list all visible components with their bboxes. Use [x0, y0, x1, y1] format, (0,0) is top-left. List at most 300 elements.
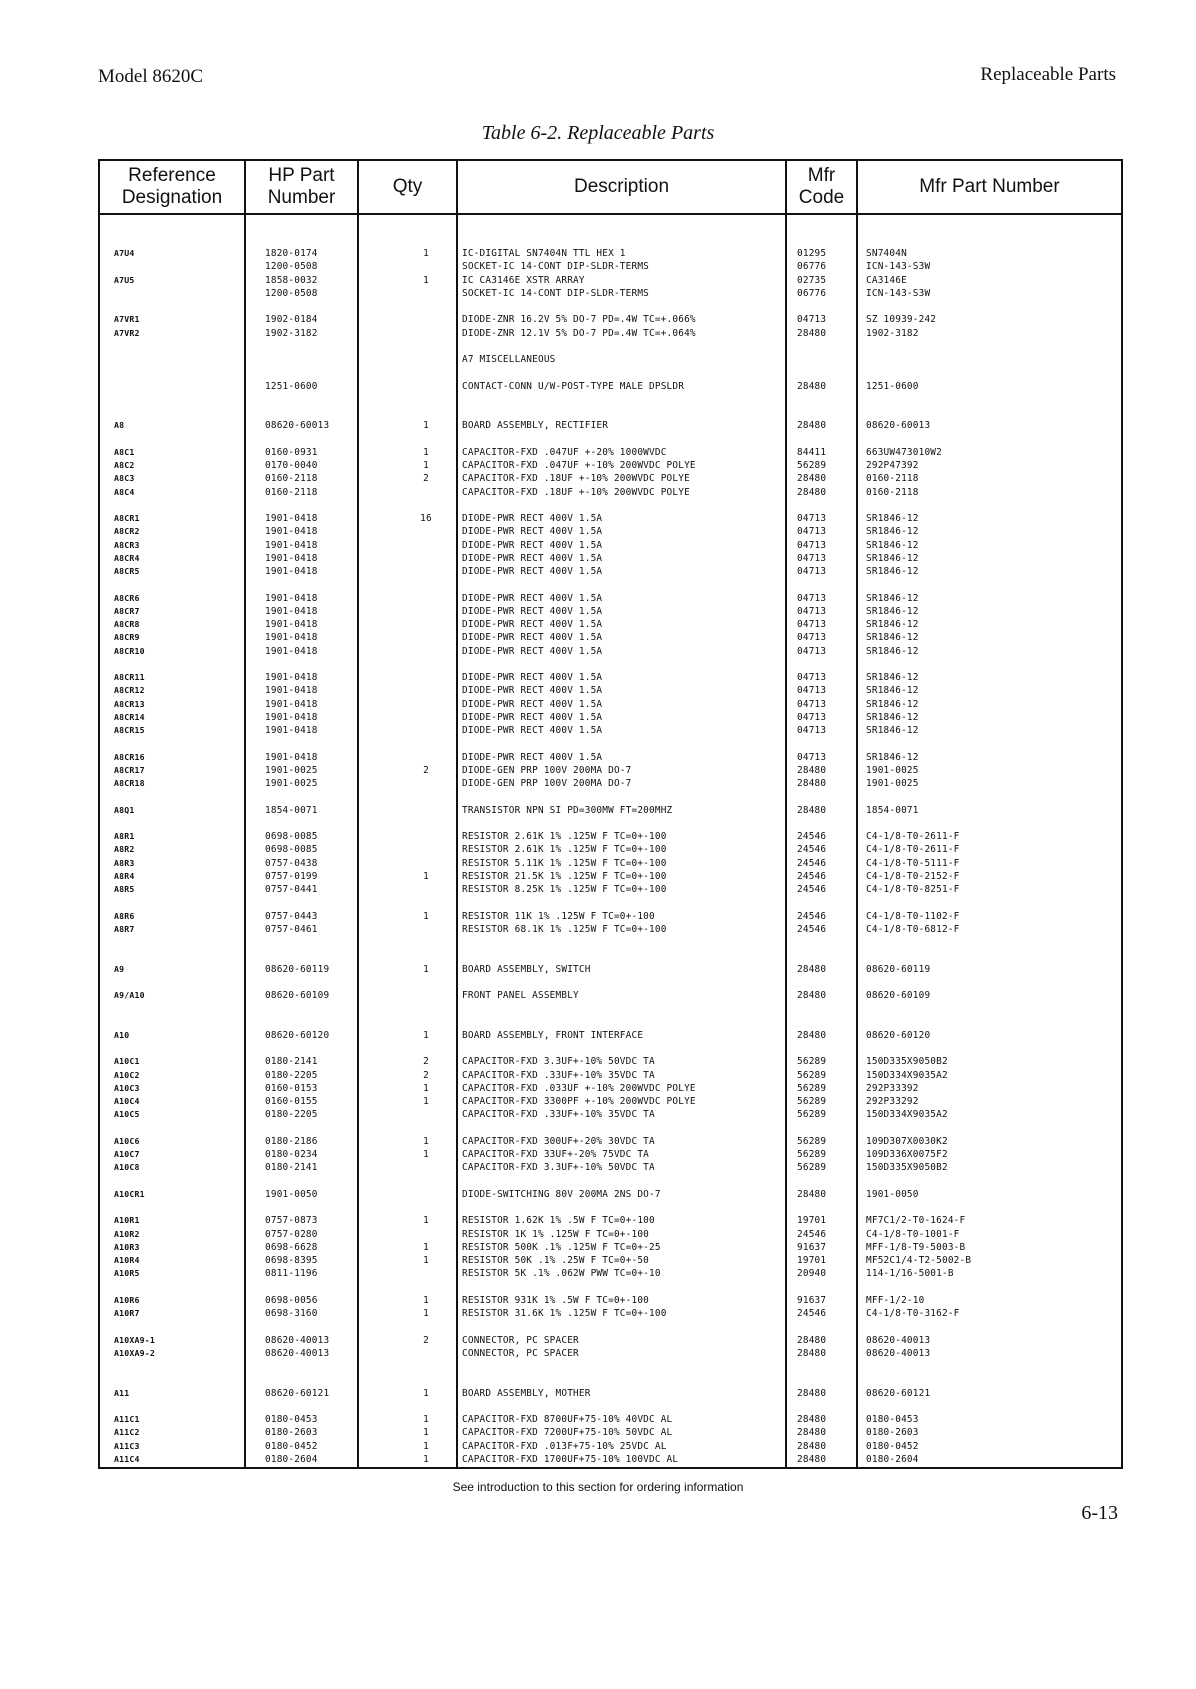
description-cell: SOCKET-IC 14-CONT DIP-SLDR-TERMS: [462, 287, 650, 299]
description-cell: SOCKET-IC 14-CONT DIP-SLDR-TERMS: [462, 261, 650, 273]
hp-part-cell: 0160-2118: [265, 473, 318, 485]
qty-cell: 1: [423, 248, 429, 259]
table-row: [100, 1267, 1121, 1280]
hp-part-cell: 08620-60121: [265, 1387, 330, 1399]
qty-cell: 1: [423, 1241, 429, 1253]
row-spacer: [100, 976, 1121, 989]
reference-cell: A8C1: [114, 446, 135, 457]
qty-cell: 1: [423, 1427, 429, 1439]
description-cell: DIODE-SWITCHING 80V 200MA 2NS DO-7: [462, 1188, 661, 1200]
description-cell: DIODE-PWR RECT 400V 1.5A: [462, 698, 603, 710]
table-row: [100, 605, 1121, 618]
table-row: [100, 472, 1121, 485]
reference-cell: A8Q1: [114, 804, 135, 815]
table-row: [100, 1135, 1121, 1148]
table-row: [100, 552, 1121, 565]
mfr-code-cell: 28480: [797, 420, 827, 432]
hp-part-cell: 0757-0461: [265, 923, 318, 935]
table-row: [100, 446, 1121, 459]
mfr-code-cell: 04713: [797, 566, 827, 577]
mfr-part-cell: 1901-0025: [866, 778, 919, 789]
reference-cell: A8CR4: [114, 552, 140, 563]
mfr-part-cell: SR1846-12: [866, 552, 919, 564]
description-cell: DIODE-PWR RECT 400V 1.5A: [462, 619, 603, 630]
reference-cell: A8R2: [114, 844, 135, 855]
hp-part-cell: 0180-0234: [265, 1149, 318, 1160]
hp-part-cell: 0170-0040: [265, 460, 318, 471]
description-cell: RESISTOR 50K .1% .25W F TC=0+-50: [462, 1255, 650, 1266]
mfr-code-cell: 04713: [797, 539, 827, 551]
row-spacer: [100, 1373, 1121, 1386]
mfr-code-cell: 91637: [797, 1294, 827, 1306]
mfr-code-cell: 19701: [797, 1255, 827, 1266]
mfr-code-cell: 24546: [797, 870, 827, 882]
hp-part-cell: 1858-0032: [265, 274, 318, 286]
mfr-part-cell: 1854-0071: [866, 804, 919, 816]
row-spacer: [100, 1360, 1121, 1373]
mfr-code-cell: 91637: [797, 1241, 827, 1253]
mfr-part-cell: 150D334X9035A2: [866, 1109, 948, 1121]
mfr-part-cell: MFF-1/8-T9-5003-B: [866, 1241, 966, 1253]
qty-cell: 1: [423, 1414, 429, 1425]
table-row: [100, 1188, 1121, 1201]
reference-cell: A11C4: [114, 1453, 140, 1464]
mfr-part-cell: 08620-60109: [866, 990, 931, 1001]
mfr-code-cell: 24546: [797, 844, 827, 856]
qty-cell: 2: [423, 764, 429, 776]
mfr-code-cell: 04713: [797, 751, 827, 763]
mfr-code-cell: 04713: [797, 685, 827, 697]
row-spacer: [100, 817, 1121, 830]
mfr-part-cell: SR1846-12: [866, 605, 919, 617]
mfr-part-cell: SR1846-12: [866, 619, 919, 630]
mfr-part-cell: 1251-0600: [866, 380, 919, 392]
reference-cell: A8CR7: [114, 605, 140, 616]
mfr-code-cell: 04713: [797, 592, 827, 604]
mfr-code-cell: 24546: [797, 923, 827, 935]
reference-cell: A8CR15: [114, 725, 145, 735]
mfr-part-cell: CA3146E: [866, 274, 907, 286]
table-row: [100, 287, 1121, 300]
mfr-code-cell: 28480: [797, 1334, 827, 1346]
mfr-part-cell: SR1846-12: [866, 672, 919, 683]
mfr-code-cell: 04713: [797, 619, 827, 630]
mfr-part-cell: 292P33392: [866, 1082, 919, 1094]
hp-part-cell: 0160-0931: [265, 446, 318, 458]
mfr-code-cell: 84411: [797, 446, 827, 458]
model-header: Model 8620C: [98, 66, 204, 87]
table-row: [100, 857, 1121, 870]
hp-part-cell: 0180-2186: [265, 1135, 318, 1147]
description-cell: CAPACITOR-FXD .047UF +-10% 200WVDC POLYE: [462, 460, 696, 471]
table-row: [100, 698, 1121, 711]
header-divider: [100, 213, 1121, 215]
qty-cell: 1: [423, 420, 429, 432]
table-row: [100, 1241, 1121, 1254]
description-cell: DIODE-PWR RECT 400V 1.5A: [462, 632, 603, 644]
mfr-part-cell: 109D307X0030K2: [866, 1135, 948, 1147]
mfr-part-cell: ICN-143-S3W: [866, 261, 931, 273]
qty-cell: 1: [423, 274, 429, 286]
row-spacer: [100, 499, 1121, 512]
table-row: [100, 1334, 1121, 1347]
table-row: [100, 1148, 1121, 1161]
hp-part-cell: 08620-40013: [265, 1347, 330, 1359]
qty-cell: 16: [420, 513, 432, 524]
hp-part-cell: 1854-0071: [265, 804, 318, 816]
hp-part-cell: 1901-0418: [265, 645, 318, 657]
reference-cell: A10R6: [114, 1294, 140, 1305]
table-row: [100, 260, 1121, 273]
mfr-code-cell: 04713: [797, 513, 827, 524]
mfr-code-cell: 04713: [797, 672, 827, 683]
reference-cell: A10R1: [114, 1215, 140, 1226]
description-cell: CONNECTOR, PC SPACER: [462, 1334, 579, 1346]
hp-part-cell: 0757-0280: [265, 1228, 318, 1240]
reference-cell: A11C1: [114, 1414, 140, 1424]
mfr-part-cell: SR1846-12: [866, 698, 919, 710]
table-row: [100, 1413, 1121, 1426]
reference-cell: A10C1: [114, 1056, 140, 1067]
reference-cell: A10R7: [114, 1308, 140, 1318]
hp-part-cell: 0180-2141: [265, 1162, 318, 1174]
hp-part-cell: 0698-3160: [265, 1308, 318, 1319]
hp-part-cell: 08620-60120: [265, 1029, 330, 1041]
hp-part-cell: 08620-60109: [265, 990, 330, 1001]
mfr-part-cell: 109D336X0075F2: [866, 1149, 948, 1160]
mfr-part-cell: 0180-0453: [866, 1414, 919, 1425]
qty-cell: 2: [423, 1069, 429, 1081]
hp-part-cell: 1901-0418: [265, 725, 318, 736]
row-spacer: [100, 1201, 1121, 1214]
mfr-part-cell: MF7C1/2-T0-1624-F: [866, 1215, 966, 1227]
table-row: [100, 764, 1121, 777]
description-cell: CAPACITOR-FXD .18UF +-10% 200WVDC POLYE: [462, 486, 690, 498]
table-row: [100, 963, 1121, 976]
reference-cell: A8: [114, 420, 125, 431]
mfr-part-cell: 0160-2118: [866, 473, 919, 485]
row-spacer: [100, 658, 1121, 671]
mfr-code-cell: 56289: [797, 1149, 827, 1160]
row-spacer: [100, 406, 1121, 419]
table-row: [100, 274, 1121, 287]
description-cell: DIODE-PWR RECT 400V 1.5A: [462, 685, 603, 697]
mfr-code-cell: 04713: [797, 711, 827, 723]
mfr-code-cell: 24546: [797, 857, 827, 869]
mfr-code-cell: 04713: [797, 605, 827, 617]
mfr-code-cell: 02735: [797, 274, 827, 286]
reference-cell: A8CR18: [114, 778, 145, 788]
table-row: [100, 830, 1121, 843]
description-cell: DIODE-PWR RECT 400V 1.5A: [462, 645, 603, 657]
hp-part-cell: 1200-0508: [265, 261, 318, 273]
mfr-part-cell: SR1846-12: [866, 751, 919, 763]
table-row: [100, 751, 1121, 764]
qty-cell: 1: [423, 963, 429, 975]
row-spacer: [100, 949, 1121, 962]
hp-part-cell: 0180-2205: [265, 1109, 318, 1121]
mfr-part-cell: C4-1/8-T0-3162-F: [866, 1308, 960, 1319]
column-header-mfr-code: Mfr Code: [798, 165, 845, 208]
mfr-code-cell: 56289: [797, 460, 827, 471]
description-cell: CAPACITOR-FXD .33UF+-10% 35VDC TA: [462, 1069, 655, 1081]
table-row: [100, 711, 1121, 724]
description-cell: DIODE-PWR RECT 400V 1.5A: [462, 605, 603, 617]
reference-cell: A11: [114, 1387, 130, 1398]
mfr-part-cell: SR1846-12: [866, 711, 919, 723]
table-row: [100, 1082, 1121, 1095]
reference-cell: A9: [114, 963, 125, 974]
table-row: [100, 1254, 1121, 1267]
mfr-part-cell: 1901-0025: [866, 764, 919, 776]
reference-cell: A10C8: [114, 1162, 140, 1173]
mfr-part-cell: 08620-60120: [866, 1029, 931, 1041]
mfr-part-cell: 150D335X9050B2: [866, 1162, 948, 1174]
mfr-part-cell: 08620-60119: [866, 963, 931, 975]
mfr-code-cell: 28480: [797, 1427, 827, 1439]
table-row: [100, 512, 1121, 525]
description-cell: DIODE-PWR RECT 400V 1.5A: [462, 526, 603, 538]
mfr-part-cell: SR1846-12: [866, 526, 919, 538]
table-row: [100, 1294, 1121, 1307]
hp-part-cell: 0698-6628: [265, 1241, 318, 1253]
reference-cell: A7U4: [114, 248, 135, 258]
table-row: [100, 777, 1121, 790]
mfr-part-cell: SR1846-12: [866, 632, 919, 644]
column-header-qty: Qty: [392, 176, 423, 197]
mfr-code-cell: 04713: [797, 526, 827, 538]
table-row: [100, 645, 1121, 658]
reference-cell: A8C3: [114, 473, 135, 484]
table-row: [100, 313, 1121, 326]
description-cell: BOARD ASSEMBLY, SWITCH: [462, 963, 591, 975]
hp-part-cell: 1901-0418: [265, 751, 318, 763]
reference-cell: A10CR1: [114, 1188, 145, 1199]
description-cell: CAPACITOR-FXD .33UF+-10% 35VDC TA: [462, 1109, 655, 1121]
table-row: [100, 843, 1121, 856]
table-row: [100, 1387, 1121, 1400]
qty-cell: 1: [423, 1440, 429, 1452]
row-spacer: [100, 1400, 1121, 1413]
mfr-part-cell: 08620-60121: [866, 1387, 931, 1399]
hp-part-cell: 0698-0085: [265, 831, 318, 842]
mfr-code-cell: 24546: [797, 1228, 827, 1240]
mfr-code-cell: 01295: [797, 248, 827, 259]
mfr-part-cell: SR1846-12: [866, 685, 919, 697]
mfr-part-cell: C4-1/8-T0-2152-F: [866, 870, 960, 882]
mfr-code-cell: 28480: [797, 1188, 827, 1200]
column-header-description: Description: [573, 176, 670, 197]
qty-cell: 1: [423, 1029, 429, 1041]
mfr-part-cell: 1901-0050: [866, 1188, 919, 1200]
mfr-part-cell: C4-1/8-T0-8251-F: [866, 884, 960, 895]
qty-cell: 1: [423, 1082, 429, 1094]
qty-cell: 1: [423, 446, 429, 458]
description-cell: CAPACITOR-FXD 3.3UF+-10% 50VDC TA: [462, 1056, 655, 1068]
reference-cell: A10R3: [114, 1241, 140, 1252]
hp-part-cell: 08620-60119: [265, 963, 330, 975]
mfr-part-cell: MFF-1/2-10: [866, 1294, 925, 1306]
qty-cell: 1: [423, 1453, 429, 1465]
reference-cell: A8CR11: [114, 672, 145, 682]
mfr-code-cell: 28480: [797, 1347, 827, 1359]
mfr-code-cell: 28480: [797, 990, 827, 1001]
row-spacer: [100, 1016, 1121, 1029]
row-spacer: [100, 896, 1121, 909]
description-cell: RESISTOR 68.1K 1% .125W F TC=0+-100: [462, 923, 667, 935]
description-cell: CAPACITOR-FXD 8700UF+75-10% 40VDC AL: [462, 1414, 673, 1425]
hp-part-cell: 1901-0418: [265, 619, 318, 630]
hp-part-cell: 0180-2604: [265, 1453, 318, 1465]
hp-part-cell: 0811-1196: [265, 1268, 318, 1280]
hp-part-cell: 0757-0873: [265, 1215, 318, 1227]
parts-table: [98, 159, 1123, 1469]
description-cell: TRANSISTOR NPN SI PD=300MW FT=200MHZ: [462, 804, 673, 816]
mfr-code-cell: 56289: [797, 1056, 827, 1068]
mfr-part-cell: ICN-143-S3W: [866, 287, 931, 299]
table-row: [100, 1108, 1121, 1121]
mfr-code-cell: 28480: [797, 473, 827, 485]
mfr-code-cell: 28480: [797, 1029, 827, 1041]
reference-cell: A8CR2: [114, 526, 140, 537]
description-cell: RESISTOR 1K 1% .125W F TC=0+-100: [462, 1228, 650, 1240]
reference-cell: A8R4: [114, 870, 135, 881]
reference-cell: A8C2: [114, 460, 135, 470]
mfr-part-cell: SR1846-12: [866, 725, 919, 736]
description-cell: CAPACITOR-FXD 7200UF+75-10% 50VDC AL: [462, 1427, 673, 1439]
reference-cell: A8C4: [114, 486, 135, 497]
qty-cell: 2: [423, 473, 429, 485]
mfr-part-cell: SN7404N: [866, 248, 907, 259]
reference-cell: A10C5: [114, 1109, 140, 1120]
description-cell: CAPACITOR-FXD 33UF+-20% 75VDC TA: [462, 1149, 650, 1160]
table-row: [100, 989, 1121, 1002]
description-cell: RESISTOR 1.62K 1% .5W F TC=0+-100: [462, 1215, 655, 1227]
description-cell: CAPACITOR-FXD .18UF +-10% 200WVDC POLYE: [462, 473, 690, 485]
reference-cell: A8CR12: [114, 685, 145, 696]
table-row: [100, 1069, 1121, 1082]
row-spacer: [100, 366, 1121, 379]
description-cell: CAPACITOR-FXD .013F+75-10% 25VDC AL: [462, 1440, 667, 1452]
reference-cell: A10C6: [114, 1135, 140, 1146]
hp-part-cell: 1251-0600: [265, 380, 318, 392]
hp-part-cell: 1901-0418: [265, 552, 318, 564]
hp-part-cell: 0180-2141: [265, 1056, 318, 1068]
mfr-code-cell: 04713: [797, 314, 827, 326]
reference-cell: A8CR8: [114, 619, 140, 629]
mfr-part-cell: 08620-40013: [866, 1347, 931, 1359]
table-row: [100, 327, 1121, 340]
table-row: [100, 671, 1121, 684]
description-cell: DIODE-GEN PRP 100V 200MA DO-7: [462, 778, 632, 789]
table-row: [100, 247, 1121, 260]
reference-cell: A11C2: [114, 1427, 140, 1438]
mfr-code-cell: 28480: [797, 778, 827, 789]
description-cell: DIODE-PWR RECT 400V 1.5A: [462, 725, 603, 736]
reference-cell: A10C3: [114, 1082, 140, 1093]
table-row: [100, 618, 1121, 631]
mfr-code-cell: 56289: [797, 1082, 827, 1094]
hp-part-cell: 0757-0438: [265, 857, 318, 869]
reference-cell: A7VR2: [114, 327, 140, 338]
qty-cell: 1: [423, 460, 429, 471]
description-cell: A7 MISCELLANEOUS: [462, 354, 556, 365]
hp-part-cell: 1901-0418: [265, 685, 318, 697]
row-spacer: [100, 578, 1121, 591]
mfr-code-cell: 28480: [797, 963, 827, 975]
row-spacer: [100, 340, 1121, 353]
hp-part-cell: 0160-0153: [265, 1082, 318, 1094]
mfr-part-cell: C4-1/8-T0-1102-F: [866, 910, 960, 922]
mfr-code-cell: 06776: [797, 261, 827, 273]
row-spacer: [100, 300, 1121, 313]
mfr-part-cell: 663UW473010W2: [866, 446, 942, 458]
reference-cell: A10: [114, 1029, 130, 1040]
mfr-code-cell: 24546: [797, 831, 827, 842]
hp-part-cell: 08620-60013: [265, 420, 330, 432]
mfr-code-cell: 56289: [797, 1162, 827, 1174]
hp-part-cell: 0180-0452: [265, 1440, 318, 1452]
description-cell: RESISTOR 500K .1% .125W F TC=0+-25: [462, 1241, 661, 1253]
qty-cell: 2: [423, 1056, 429, 1068]
hp-part-cell: 0180-2603: [265, 1427, 318, 1439]
hp-part-cell: 0757-0443: [265, 910, 318, 922]
mfr-part-cell: 08620-60013: [866, 420, 931, 432]
mfr-part-cell: 292P47392: [866, 460, 919, 471]
mfr-code-cell: 56289: [797, 1135, 827, 1147]
description-cell: RESISTOR 31.6K 1% .125W F TC=0+-100: [462, 1308, 667, 1319]
qty-cell: 1: [423, 1255, 429, 1266]
mfr-code-cell: 28480: [797, 804, 827, 816]
table-row: [100, 1095, 1121, 1108]
table-row: [100, 1307, 1121, 1320]
hp-part-cell: 0160-0155: [265, 1096, 318, 1107]
mfr-code-cell: 28480: [797, 1387, 827, 1399]
table-row: [100, 525, 1121, 538]
mfr-part-cell: 150D334X9035A2: [866, 1069, 948, 1081]
page-number: 6-13: [1081, 1502, 1118, 1524]
table-row: [100, 1426, 1121, 1439]
mfr-code-cell: 56289: [797, 1109, 827, 1121]
hp-part-cell: 0757-0199: [265, 870, 318, 882]
reference-cell: A10C7: [114, 1149, 140, 1159]
mfr-part-cell: 114-1/16-5001-B: [866, 1268, 954, 1280]
hp-part-cell: 1901-0418: [265, 526, 318, 538]
column-header-hp-part: HP Part Number: [267, 165, 336, 208]
qty-cell: 1: [423, 1308, 429, 1319]
table-row: [100, 539, 1121, 552]
mfr-part-cell: 08620-40013: [866, 1334, 931, 1346]
mfr-code-cell: 20940: [797, 1268, 827, 1280]
mfr-part-cell: C4-1/8-T0-2611-F: [866, 844, 960, 856]
table-row: [100, 419, 1121, 432]
qty-cell: 2: [423, 1334, 429, 1346]
reference-cell: A11C3: [114, 1440, 140, 1451]
row-spacer: [100, 790, 1121, 803]
reference-cell: A8CR9: [114, 632, 140, 643]
hp-part-cell: 0698-0056: [265, 1294, 318, 1306]
description-cell: CAPACITOR-FXD 3.3UF+-10% 50VDC TA: [462, 1162, 655, 1174]
description-cell: CONNECTOR, PC SPACER: [462, 1347, 579, 1359]
description-cell: RESISTOR 5.11K 1% .125W F TC=0+-100: [462, 857, 667, 869]
description-cell: CONTACT-CONN U/W-POST-TYPE MALE DPSLDR: [462, 380, 685, 392]
hp-part-cell: 1820-0174: [265, 248, 318, 259]
mfr-code-cell: 24546: [797, 910, 827, 922]
mfr-code-cell: 28480: [797, 1453, 827, 1465]
description-cell: DIODE-PWR RECT 400V 1.5A: [462, 672, 603, 683]
hp-part-cell: 1902-0184: [265, 314, 318, 326]
mfr-code-cell: 24546: [797, 1308, 827, 1319]
